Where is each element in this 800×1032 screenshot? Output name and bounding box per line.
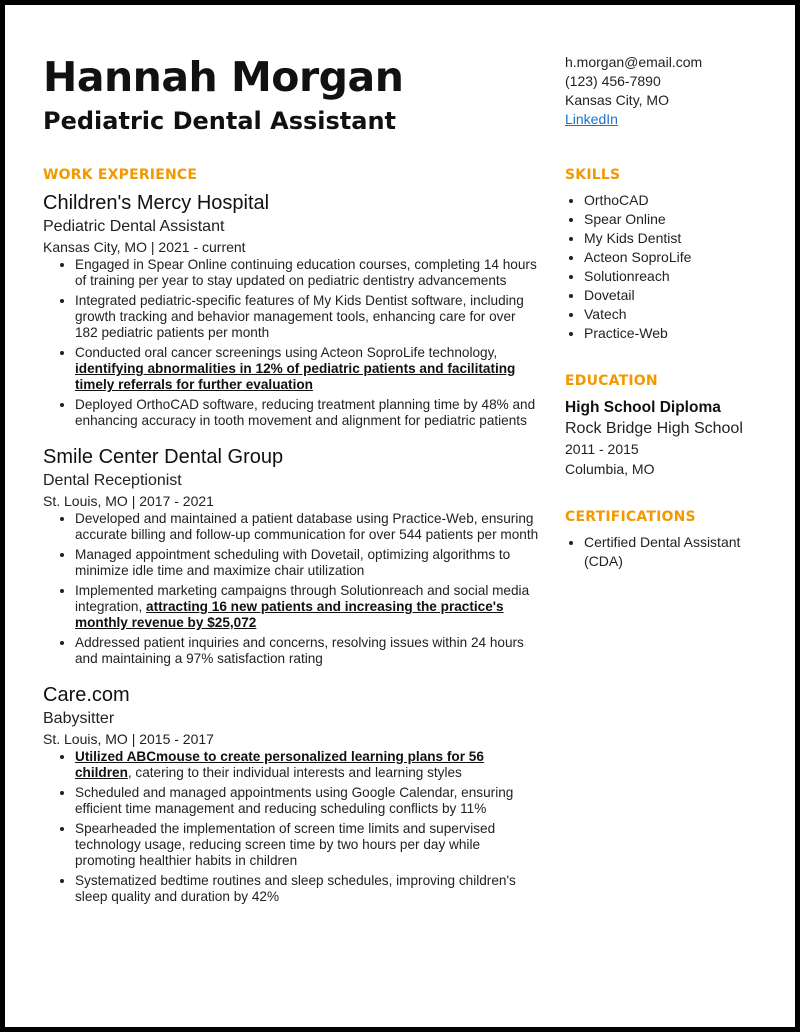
bullet-text: Addressed patient inquiries and concerns, resolving issues within 24 hours and maintaining a 97% satisfaction rating — [75, 635, 524, 666]
job-entry — [43, 683, 541, 905]
job-location-dates: St. Louis, MO | 2017 - 2021 — [43, 493, 214, 509]
skill-item: • Practice-Web — [584, 324, 780, 343]
contact-location: Kansas City, MO — [565, 92, 669, 108]
job-bullet — [75, 873, 541, 905]
job-bullets — [43, 749, 541, 905]
certifications-list — [565, 533, 780, 571]
job-bullet — [75, 785, 541, 817]
job-bullet — [75, 511, 541, 543]
bullet-text: Integrated pediatric-specific features of My Kids Dentist software, including growth tracking and behavior management tools, enhancing care for over 182 pediatric patients per month — [75, 293, 524, 340]
skill-item: • Acteon SoproLife — [584, 248, 780, 267]
bullet-text: Implemented marketing campaigns through Solutionreach and social media integration, — [75, 583, 530, 614]
job-bullet — [75, 397, 541, 429]
education-location: Columbia, MO — [565, 461, 655, 477]
bullet-highlight: Utilized ABCmouse to create personalized learning plans for 56 children — [75, 749, 484, 780]
job-role: Babysitter — [43, 710, 115, 727]
job-bullet — [75, 821, 541, 869]
bullet-text: , catering to their individual interests and learning styles — [127, 765, 462, 780]
skills-section — [565, 165, 780, 343]
education-years: 2011 - 2015 — [565, 441, 639, 457]
bullet-text: Managed appointment scheduling with Dovetail, optimizing algorithms to minimize idle time and maximize chair utilization — [75, 547, 511, 578]
job-company: Children's Mercy Hospital — [43, 192, 270, 214]
bullet-text: Engaged in Spear Online continuing education courses, completing 14 hours of training per year to stay updated on pediatric dentistry advancements — [75, 257, 537, 288]
job-role: Pediatric Dental Assistant — [43, 218, 225, 235]
job-company: Care.com — [43, 684, 130, 706]
job-bullets — [43, 511, 541, 667]
contact-email: h.morgan@email.com — [565, 54, 703, 70]
bullet-highlight: identifying abnormalities in 12% of pediatric patients and facilitating timely referrals for further evaluation — [75, 361, 516, 392]
certification-item: • Certified Dental Assistant (CDA) — [584, 533, 780, 571]
skill-item: • OrthoCAD — [584, 191, 780, 210]
skills-heading: SKILLS — [565, 167, 621, 183]
job-location-dates: St. Louis, MO | 2015 - 2017 — [43, 731, 214, 747]
education-section — [565, 371, 780, 479]
linkedin-link[interactable]: LinkedIn — [565, 111, 618, 127]
job-bullet — [75, 749, 541, 781]
bullet-text: Deployed OrthoCAD software, reducing treatment planning time by 48% and enhancing accuracy in tooth movement and alignment for pediatric patients — [75, 397, 536, 428]
certifications-heading: CERTIFICATIONS — [565, 509, 696, 525]
candidate-title: Pediatric Dental Assistant — [43, 107, 397, 135]
skill-item: • Dovetail — [584, 286, 780, 305]
jobs-list — [43, 191, 541, 905]
bullet-text: Spearheaded the implementation of screen time limits and supervised technology usage, reducing screen time by two hours per day while promoting healthier habits in children — [75, 821, 496, 868]
job-bullet — [75, 345, 541, 393]
bullet-text: Systematized bedtime routines and sleep schedules, improving children's sleep quality and duration by 42% — [75, 873, 516, 904]
bullet-text: Developed and maintained a patient database using Practice-Web, ensuring accurate billing and follow-up communication for over 544 patients per month — [75, 511, 539, 542]
job-bullet — [75, 293, 541, 341]
job-bullet — [75, 583, 541, 631]
job-role: Dental Receptionist — [43, 472, 182, 489]
contact-phone: (123) 456-7890 — [565, 73, 661, 89]
job-bullet — [75, 257, 541, 289]
skill-item: • Vatech — [584, 305, 780, 324]
job-entry — [43, 445, 541, 667]
job-company: Smile Center Dental Group — [43, 446, 284, 468]
work-experience-heading: WORK EXPERIENCE — [43, 167, 198, 183]
job-location-dates: Kansas City, MO | 2021 - current — [43, 239, 246, 255]
certifications-section — [565, 507, 780, 571]
job-bullet — [75, 635, 541, 667]
education-heading: EDUCATION — [565, 373, 658, 389]
skill-item: • Spear Online — [584, 210, 780, 229]
skills-list — [565, 191, 780, 343]
bullet-text: Scheduled and managed appointments using Google Calendar, ensuring efficient time management and reducing scheduling conflicts by 11% — [75, 785, 514, 816]
job-entry — [43, 191, 541, 429]
contact-block — [565, 53, 702, 129]
education-school: Rock Bridge High School — [565, 420, 743, 437]
education-degree: High School Diploma — [565, 399, 721, 416]
job-bullet — [75, 547, 541, 579]
job-bullets — [43, 257, 541, 429]
skill-item: • Solutionreach — [584, 267, 780, 286]
bullet-text: Conducted oral cancer screenings using Acteon SoproLife technology, — [75, 345, 498, 360]
candidate-name: Hannah Morgan — [43, 53, 404, 101]
side-column — [565, 165, 780, 599]
skill-item: • My Kids Dentist — [584, 229, 780, 248]
bullet-highlight: attracting 16 new patients and increasing the practice's monthly revenue by $25,072 — [75, 599, 504, 630]
main-column — [43, 165, 541, 921]
